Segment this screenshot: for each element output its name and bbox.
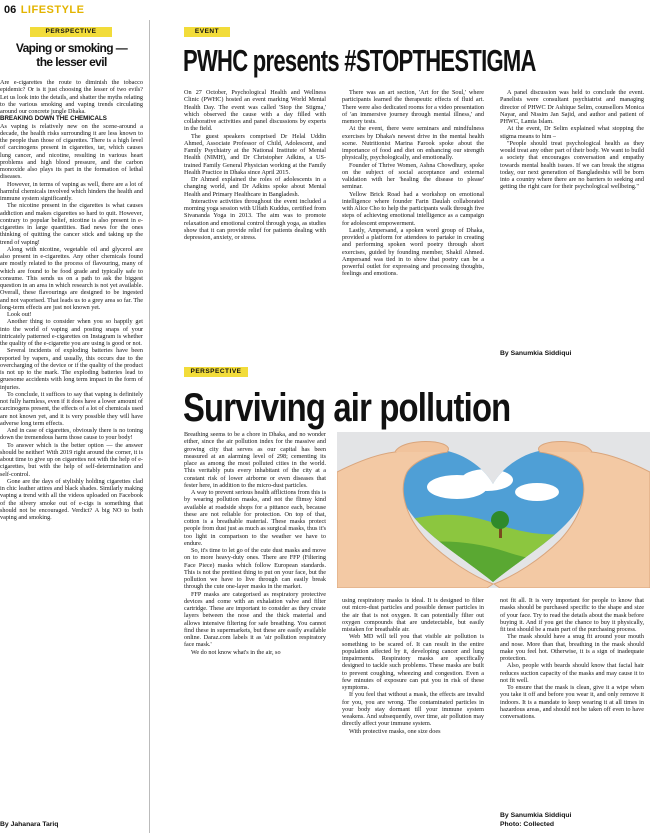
left-para: Another thing to consider when you so happily get into the world of vaping and posting snaps of your intricately patterned e-cigarettes on Instagram is whether the quality of the e-cigarette you are using is good or not. [0,318,143,347]
left-para: To answer which is the better option — the answer should be neither! With 2019 right around the corner, it is about time to give up on cigarettes not with the help of e-cigarettes, but with the help of self-determination and self-control. [0,441,143,478]
air-byline: By Sanumkia Siddiqui [500,812,572,819]
event-para: At the event, there were seminars and mindfulness exercises by Dhaka's newest drive in the mental health scene. Nutritionist Marina Farook spoke about the importance of food and diet on enhancing our strength physically, psychologically, and emotionally. [342,125,484,162]
masthead [4,0,85,16]
section-name: LIFESTYLE [20,4,85,16]
event-para: Lastly, Ampersand, a spoken word group of Dhaka, provided a platform for attendees to partake in creating and performing spoken word poetry through short exercises, guided by founding member, Shakil Ahmed. Ampersand was tied in to show that poetry can be a powerful outlet for expressing and processing thoughts, feelings and emotions. [342,226,484,278]
air-col-1 [184,431,326,833]
air-col-2 [342,597,484,833]
air-para: Also, people with beards should know that facial hair reduces suction capacity of the masks and may cause it to not fit well. [500,662,644,684]
event-para: "People should treat psychological health as they would treat any other part of their body. We want to build a society that encourages conversation and empathy towards mental health issues. If we can break the stigma today, our next generation of Bangladeshis will be born into a country where there are no barriers to seeking and getting the right care for their psychological wellbeing." [500,139,644,191]
event-para: On 27 October, Psychological Health and Wellness Clinic (PWHC) hosted an event marking World Mental Health Day. The event was called 'Stop the Stigma,' which observed the cause with a day filled with collaborative activities and panel discussions by experts in the field. [184,89,326,133]
air-para: So, it's time to let go of the cute dust masks and move on to more heavy-duty ones. There are FFP (Filtering Face Piece) masks which follow European standards. This is not the prettiest thing to put on your face, but the pollution we have to live through can easily break through the cute one-layer masks in the market. [184,547,326,591]
air-para: using respiratory masks is ideal. It is designed to filter out micro-dust particles and possible denser particles in the air that is not oxygen. It can potentially filter out oxygen compounds that are undetectable, but easily mistaken for breathable air. [342,597,484,633]
event-para: At the event, Dr Selim explained what stopping the stigma means to him – [500,125,644,140]
event-para: There was an art section, 'Art for the Soul,' where participants learned the therapeutic effects of fluid art. There were also dedicated rooms for a video presentation of 'an immersive journey through mental illness,' and memory tests. [342,89,484,125]
left-article-title [0,41,143,69]
left-para: Along with nicotine, vegetable oil and glycerol are also present in e-cigarettes. Any other chemicals found are mostly related to the process of flavouring, many of which are found to be food grade and typically safe to consume. This sends us on a path to ask the biggest question in an area in which research is not yet available. Overall, these flavourings are designed to be ingested and not vaporised. That leads us to a grey area so far. The long-term effects are just not known yet. [0,245,143,311]
air-headline: Surviving air pollution [183,386,511,430]
left-subheading: BREAKING DOWN THE CHEMICALS [0,115,107,123]
air-para: A way to prevent serious health afflictions from this is by wearing pollution masks, and not the flimsy kind available at roadside shops for a pittance each, because these are not reliable for protection. On top of that, cotton is a breathable material. These masks protect people from dust just as much as surgical masks, thus it's too light in comparison to the weather we have to endure. [184,489,326,547]
air-para: To ensure that the mask is clean, give it a wipe when you take it off and before you wear it, and only remove it indoors. It is a mandate to keep wearing it at all times in hazardous areas, and should not be taken off even to have conversations. [500,684,644,720]
left-para: The nicotine present in the cigarettes is what causes addiction and makes cigarettes so hard to quit. However, contrary to popular belief, nicotine is also present in e-cigarettes in large quantities. Bad news for the ones thinking of quitting the cancer stick and taking up the trend of vaping! [0,202,143,246]
event-headline: PWHC presents #STOPTHESTIGMA [183,43,536,78]
perspective-tag-air: PERSPECTIVE [184,367,248,377]
perspective-tag-left: PERSPECTIVE [30,27,112,37]
event-para: A panel discussion was held to conclude the event. Panelists were consultant psychiatrist and managing director of PHWC Dr Ashique Selim, counsellors Monica Nayar, and Nissim Jan Sajid, and author and patient of PHWC, Lamia Islam. [500,89,644,125]
air-col-3 [500,597,644,807]
heart-hands-illustration [337,432,650,588]
event-para: Interactive activities throughout the event included a morning yoga session with Ulfath Kuddus, certified from Sivananda Yoga in 2013. The aim was to promote relaxation and emotional control through yoga, as studies show that it can provide relief for patients dealing with depression, anxiety, or stress. [184,197,326,241]
event-para: Yellow Brick Road had a workshop on emotional intelligence where founder Farin Daulah collaborated with Alice Cho to help the participants walk through five steps of achieving emotional intelligence as a campaign for adolescent empowerment. [342,190,484,227]
left-title-line2: the lesser evil [36,55,107,69]
column-divider [149,20,150,833]
heart-hands-icon [337,432,650,588]
event-col-1 [184,89,326,357]
event-byline: By Sanumkia Siddiqui [500,350,572,357]
event-tag: EVENT [184,27,230,37]
event-col-3 [500,89,644,341]
air-para: FFP masks are categorised as respiratory protective devices and come with an exhalation valve and filter cartridge. These are important to consider as they create layers between the nose and the thick material and allows intensive filtering for safe breathing. You cannot find these in supermarkets, but these are easily available online. Daraz.com labels it as 'air pollution respiratory face mask.' [184,590,326,649]
left-para: As vaping is relatively new on the scene-around a decade, the health risks surrounding it are less known to the people than those of cigarettes. There is a high level of carcinogens present in cigarettes, tar, which causes lung cancer, and nicotine, resulting in various heart problems and high blood pressure, and the carbon monoxide also plays its part in the formation of lethal diseases. [0,122,143,181]
air-para: With protective masks, one size does [349,727,441,735]
left-para: To conclude, it suffices to say that vaping is definitely not fully harmless, even if it does have a lower amount of carcinogens present, the effects of a lot of chemicals used are not known yet, and it is very possible they will have adverse long term effects. [0,390,143,427]
left-byline: By Jahanara Tariq [0,821,59,828]
air-para: We do not know what's in the air, so [191,648,281,656]
air-para: If you feel that without a mask, the effects are invalid for you, you are wrong. The contaminated particles in your body stay dormant till your immune system weakens. And subsequently, over time, air pollution may directly affect your immune system. [342,691,484,728]
left-article-body [0,79,143,817]
left-para: And in case of cigarettes, obviously there is no toning down the tremendous harm those cause to your body! [0,427,143,442]
left-para: Look out! [7,311,32,318]
left-para: However, in terms of vaping as well, there are a lot of harmful chemicals involved which hinders the health and immune system significantly. [0,180,143,202]
air-para: The mask should have a snug fit around your mouth and nose. More than that, breathing in the mask should make you feel hot. Otherwise, it is a sign of inadequate protection. [500,633,644,662]
event-para: The guest speakers comprised Dr Helal Uddin Ahmed, Associate Professor of Child, Adolescent, and Family Psychiatry at the National Institute of Mental Health (NIMH), and Dr Christopher Adkins, a US-trained Family General Physician working at the Family Health Practice in Dhaka since April 2015. [184,132,326,176]
air-para: Web MD will tell you that visible air pollution is something to be scared of. It can result in the entire population affected by it, developing cancer and lung impairments. Respiratory masks are specifically designed to tackle such problems. These masks are built to prevent coughing, wheezing and congestion. Even a few minutes of exposure can put you in risk of these symptoms. [342,633,484,691]
left-para: Several incidents of exploding batteries have been reported by vapers, and usually, this occurs due to the overcharging of the device or if the quality of the product is not up to the mark. The exploding batteries lead to gruesome accidents with long term impact in the form of injuries. [0,347,143,391]
event-para: Founder of Thrive Women, Ashna Chowdhury, spoke on the subject of social acceptance and external validation with her 'healing the disease to please' seminar. [342,161,484,191]
air-para: not fit all. It is very important for people to know that masks should be purchased specific to the shape and size of your face. Try to read the details about the mask before buying it. And if you get the chance to buy it physically, fit test should be a main part of the purchasing process. [500,597,644,633]
left-para: Are e-cigarettes the route to diminish the tobacco epidemic? Or is it just choosing the lesser of two evils? Let us look into the details, and shatter the myths relating to the various smoking and vaping trends circulating around our concrete jungle Dhaka. [0,79,143,115]
left-para: Gone are the days of stylishly holding cigarettes clad in chic leather attires and black shades. Similarly making vaping a trend with all the videos uploaded on Facebook of the silvery smoke out of e-cigs is something that should not be encouraged. Verdict? A big NO to both vaping and smoking. [0,477,143,521]
photo-credit: Photo: Collected [500,821,554,828]
air-para: Breathing seems to be a chore in Dhaka, and no wonder either, since the air pollution index for the massive and growing city that serves as our capital has been measured at an alarming level of 298; cementing its place as among the most polluted cities in the world. This veritably puts every inhabitant of the city at a constant risk of lower airborne or even diseases that fester here, in addition to the micro-dust particles. [184,431,326,489]
event-col-2 [342,89,484,357]
left-title-line1: Vaping or smoking — [15,41,128,55]
page-number: 06 [4,4,17,16]
event-para: Dr Ahmed explained the roles of adolescents in a changing world, and Dr Adkins spoke about Mental Health and Primary Healthcare in Bangladesh. [184,176,326,198]
